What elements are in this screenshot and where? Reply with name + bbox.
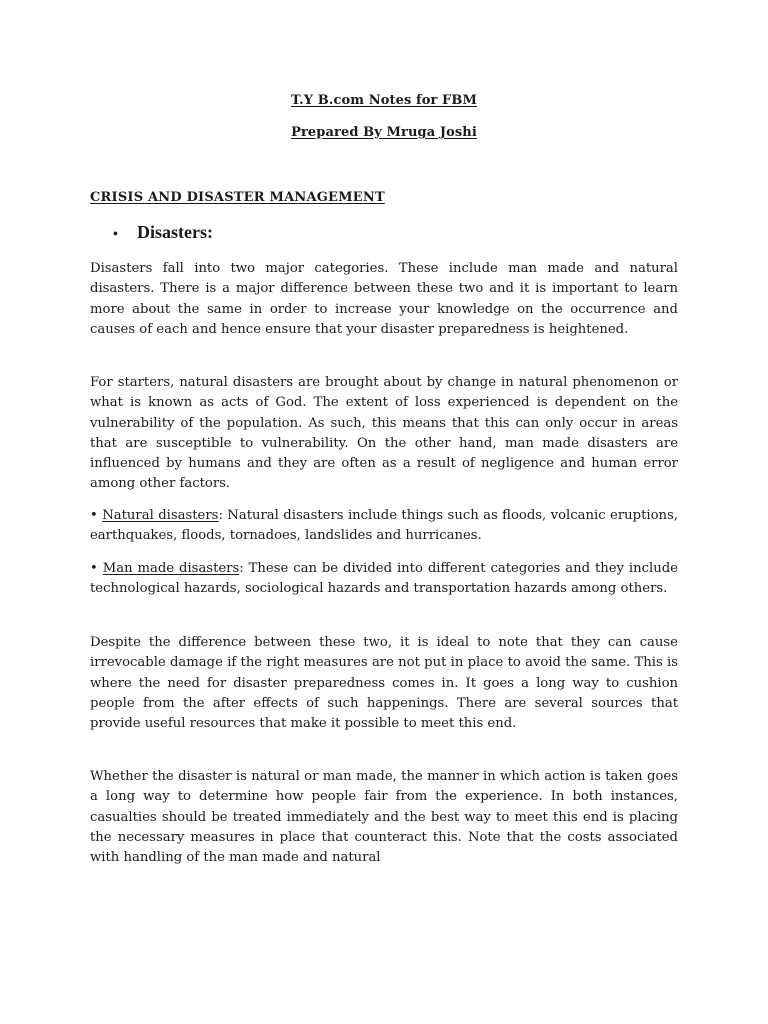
man-made-disasters-text: : These can be divided into different categories and they include technological hazards, sociological hazards and transportation hazards among others. xyxy=(90,561,678,597)
natural-disasters-text: : Natural disasters include things such as floods, volcanic eruptions, earthquakes, floods, tornadoes, landslides and hurricanes. xyxy=(90,508,678,544)
disasters-heading: Disasters: xyxy=(137,222,213,242)
bullet-mark: • xyxy=(90,561,103,576)
paragraph-difference: Despite the difference between these two, it is ideal to note that they can cause irrevocable damage if the right measures are not put in place to avoid the same. This is where the need for disaster preparedness comes in. It goes a long way to cushion people from the after effects of such happenings. There are several sources that provide useful resources that make it possible to meet this end. xyxy=(90,635,678,732)
paragraph-natural-disasters xyxy=(90,506,678,547)
term-natural-disasters: Natural disasters xyxy=(102,508,219,523)
paragraph-man-made-disasters xyxy=(90,559,678,600)
bullet-mark: • xyxy=(90,508,103,523)
paragraph-whether: Whether the disaster is natural or man made, the manner in which action is taken goes a long way to determine how people fair from the experience. In both instances, casualties should be treated immediately and the best way to meet this end is placing the necessary measures in place that counteract this. Note that the costs associated with handling of the man made and natural xyxy=(90,769,678,866)
bullet-symbol: • xyxy=(113,227,118,242)
section-title: CRISIS AND DISASTER MANAGEMENT xyxy=(90,190,385,205)
paragraph-starters: For starters, natural disasters are brought about by change in natural phenomenon or what is known as acts of God. The extent of loss experienced is dependent on the vulnerability of the population. As such, this means that this can only occur in areas that are susceptible to vulnerability. On the other hand, man made disasters are influenced by humans and they are often as a result of negligence and human error among other factors. xyxy=(90,375,678,492)
header-title: T.Y B.com Notes for FBM xyxy=(291,93,477,108)
paragraph-intro: Disasters fall into two major categories. These include man made and natural disasters. There is a major difference between these two and it is important to learn more about the same in order to increase your knowledge on the occurrence and causes of each and hence ensure that your disaster preparedness is heightened. xyxy=(90,261,678,337)
bullet-heading xyxy=(113,222,213,243)
term-man-made-disasters: Man made disasters xyxy=(102,561,240,576)
header-author: Prepared By Mruga Joshi xyxy=(291,125,477,140)
